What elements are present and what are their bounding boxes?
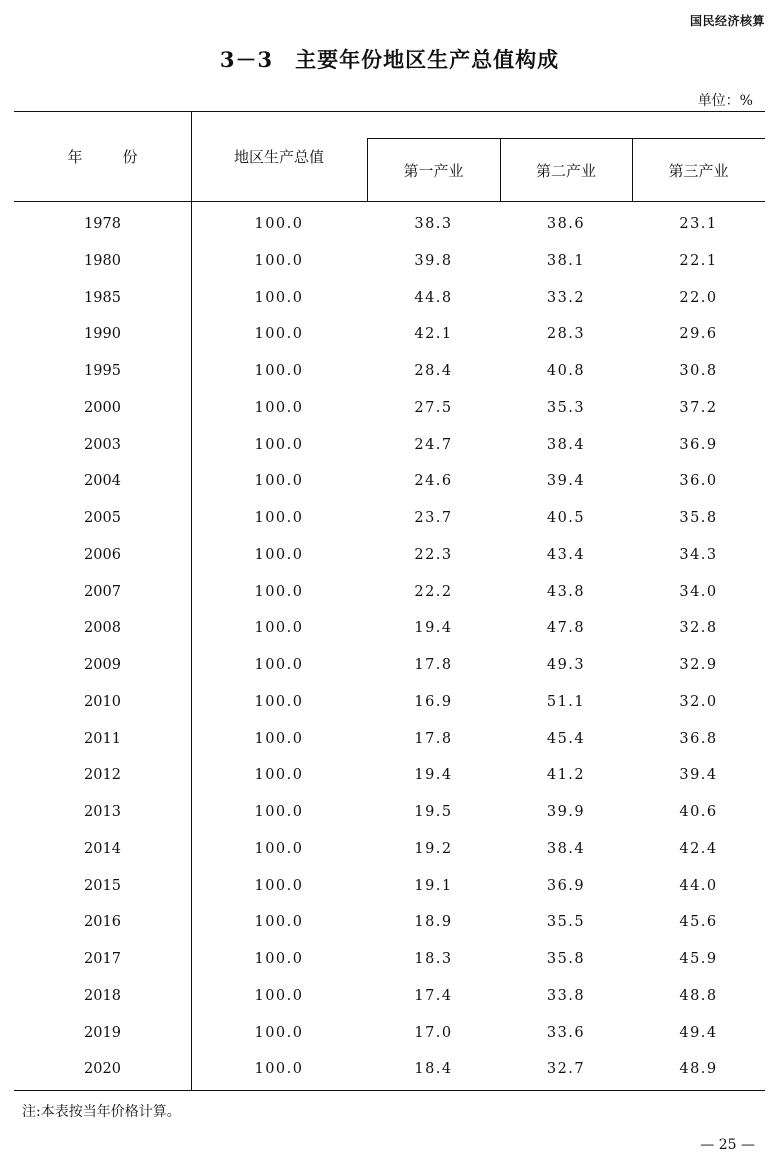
table-row — [14, 905, 765, 942]
cell-total: 100.0 — [254, 473, 304, 490]
cell-year: 1995 — [84, 363, 121, 379]
cell-tertiary: 49.4 — [679, 1024, 718, 1041]
cell-secondary: 38.4 — [546, 436, 586, 453]
table-row — [14, 354, 765, 391]
table-row — [14, 317, 765, 354]
cell-total: 100.0 — [254, 546, 304, 563]
cell-tertiary: 34.0 — [679, 583, 718, 600]
cell-total: 100.0 — [254, 620, 304, 637]
cell-tertiary: 36.9 — [679, 436, 718, 453]
cell-year: 2017 — [84, 951, 121, 967]
cell-primary: 44.8 — [414, 289, 453, 306]
header-year-a: 年 — [67, 148, 83, 166]
cell-tertiary: 36.8 — [679, 730, 718, 747]
table-number: 3－3 — [219, 47, 274, 72]
cell-primary: 19.1 — [414, 877, 453, 894]
cell-total: 100.0 — [254, 216, 304, 232]
table-row — [14, 1052, 765, 1089]
cell-year: 2006 — [84, 546, 121, 563]
cell-secondary: 39.4 — [546, 473, 586, 490]
header-total: 地区生产总值 — [233, 148, 324, 166]
cell-secondary: 40.5 — [546, 510, 586, 526]
cell-primary: 24.7 — [414, 436, 453, 453]
cell-total: 100.0 — [254, 914, 304, 931]
cell-total: 100.0 — [254, 840, 304, 857]
cell-total: 100.0 — [254, 583, 304, 600]
cell-year: 2009 — [84, 657, 121, 673]
cell-secondary: 33.6 — [546, 1024, 586, 1041]
table-bottom-rule — [14, 1090, 765, 1091]
cell-secondary: 28.3 — [546, 326, 586, 343]
table-note: 注:本表按当年价格计算。 — [22, 1104, 181, 1120]
cell-primary: 17.4 — [414, 987, 453, 1004]
cell-secondary: 40.8 — [546, 363, 586, 379]
cell-total: 100.0 — [254, 657, 304, 673]
table-row — [14, 979, 765, 1016]
cell-total: 100.0 — [254, 326, 304, 343]
table-row — [14, 611, 765, 648]
cell-secondary: 35.8 — [546, 951, 586, 967]
cell-primary: 19.5 — [414, 804, 453, 820]
cell-primary: 19.2 — [414, 840, 453, 857]
cell-tertiary: 37.2 — [679, 399, 718, 416]
header-bottom-rule — [14, 201, 765, 202]
cell-tertiary: 40.6 — [679, 804, 718, 820]
cell-total: 100.0 — [254, 289, 304, 306]
cell-total: 100.0 — [254, 1024, 304, 1041]
cell-tertiary: 32.8 — [679, 620, 718, 637]
table-row — [14, 281, 765, 318]
cell-tertiary: 32.9 — [679, 657, 718, 673]
cell-year: 2014 — [84, 840, 121, 857]
cell-tertiary: 23.1 — [679, 216, 718, 232]
cell-secondary: 41.2 — [546, 767, 586, 784]
cell-secondary: 47.8 — [546, 620, 586, 637]
cell-tertiary: 42.4 — [679, 840, 718, 857]
cell-year: 2013 — [84, 804, 121, 820]
cell-year: 2008 — [84, 620, 121, 637]
cell-year: 1980 — [84, 252, 121, 269]
cell-primary: 38.3 — [414, 216, 453, 232]
cell-year: 2004 — [84, 473, 121, 490]
cell-secondary: 51.1 — [546, 693, 586, 710]
table-title — [0, 44, 779, 74]
cell-total: 100.0 — [254, 363, 304, 379]
cell-total: 100.0 — [254, 1061, 304, 1078]
table-row — [14, 648, 765, 685]
cell-tertiary: 48.8 — [679, 987, 718, 1004]
cell-tertiary: 32.0 — [679, 693, 718, 710]
cell-secondary: 49.3 — [546, 657, 586, 673]
header-secondary: 第二产业 — [535, 162, 596, 180]
cell-primary: 17.8 — [414, 657, 453, 673]
header-tertiary: 第三产业 — [668, 162, 729, 180]
cell-year: 1985 — [84, 289, 121, 306]
cell-tertiary: 39.4 — [679, 767, 718, 784]
cell-total: 100.0 — [254, 951, 304, 967]
table-row — [14, 869, 765, 906]
table-row — [14, 575, 765, 612]
unit-label: 单位：% — [697, 93, 753, 109]
cell-year: 2003 — [84, 436, 121, 453]
cell-secondary: 45.4 — [546, 730, 586, 747]
header-sub-rule — [367, 138, 765, 139]
cell-tertiary: 35.8 — [679, 510, 718, 526]
cell-primary: 22.3 — [414, 546, 453, 563]
table-row — [14, 244, 765, 281]
table-row — [14, 685, 765, 722]
cell-secondary: 43.4 — [546, 546, 586, 563]
cell-total: 100.0 — [254, 730, 304, 747]
cell-primary: 17.8 — [414, 730, 453, 747]
cell-secondary: 36.9 — [546, 877, 586, 894]
cell-primary: 28.4 — [414, 363, 453, 379]
cell-year: 2015 — [84, 877, 121, 894]
cell-total: 100.0 — [254, 399, 304, 416]
cell-secondary: 35.3 — [546, 399, 586, 416]
cell-secondary: 32.7 — [546, 1061, 586, 1078]
table-title-text: 主要年份地区生产总值构成 — [295, 47, 560, 72]
table-row — [14, 207, 765, 244]
cell-secondary: 35.5 — [546, 914, 586, 931]
cell-primary: 17.0 — [414, 1024, 453, 1041]
cell-year: 2016 — [84, 914, 121, 931]
cell-tertiary: 45.6 — [679, 914, 718, 931]
cell-primary: 16.9 — [414, 693, 453, 710]
cell-total: 100.0 — [254, 693, 304, 710]
cell-primary: 39.8 — [414, 252, 453, 269]
cell-year: 2000 — [84, 399, 121, 416]
table-row — [14, 428, 765, 465]
cell-year: 2018 — [84, 987, 121, 1004]
table-row — [14, 795, 765, 832]
page-number: — 25 — — [700, 1137, 755, 1153]
cell-primary: 18.9 — [414, 914, 453, 931]
cell-primary: 19.4 — [414, 620, 453, 637]
cell-total: 100.0 — [254, 767, 304, 784]
cell-year: 1990 — [84, 326, 121, 343]
cell-total: 100.0 — [254, 252, 304, 269]
table-top-rule — [14, 111, 765, 112]
cell-year: 2020 — [84, 1061, 121, 1078]
cell-tertiary: 30.8 — [679, 363, 718, 379]
cell-secondary: 38.1 — [546, 252, 586, 269]
cell-total: 100.0 — [254, 877, 304, 894]
cell-total: 100.0 — [254, 987, 304, 1004]
cell-secondary: 33.2 — [546, 289, 586, 306]
cell-primary: 27.5 — [414, 399, 453, 416]
cell-tertiary: 34.3 — [679, 546, 718, 563]
table-body — [14, 207, 765, 1089]
cell-secondary: 39.9 — [546, 804, 586, 820]
cell-tertiary: 44.0 — [679, 877, 718, 894]
cell-secondary: 38.6 — [546, 216, 586, 232]
cell-tertiary: 45.9 — [679, 951, 718, 967]
table-row — [14, 538, 765, 575]
cell-year: 2011 — [84, 730, 121, 747]
cell-tertiary: 48.9 — [679, 1061, 718, 1078]
cell-year: 2007 — [84, 583, 121, 600]
cell-total: 100.0 — [254, 436, 304, 453]
cell-total: 100.0 — [254, 510, 304, 526]
table-row — [14, 1016, 765, 1053]
cell-primary: 24.6 — [414, 473, 453, 490]
section-header: 国民经济核算 — [689, 14, 765, 28]
header-year-b: 份 — [122, 148, 138, 166]
table-row — [14, 832, 765, 869]
cell-tertiary: 36.0 — [679, 473, 718, 490]
table-row — [14, 391, 765, 428]
cell-tertiary: 22.0 — [679, 289, 718, 306]
cell-secondary: 38.4 — [546, 840, 586, 857]
header-year — [14, 146, 191, 167]
cell-primary: 42.1 — [414, 326, 453, 343]
table-row — [14, 758, 765, 795]
cell-year: 2019 — [84, 1024, 121, 1041]
cell-primary: 23.7 — [414, 510, 453, 526]
cell-year: 2005 — [84, 510, 121, 526]
cell-total: 100.0 — [254, 804, 304, 820]
header-primary: 第一产业 — [403, 162, 464, 180]
table-row — [14, 722, 765, 759]
cell-year: 2012 — [84, 767, 121, 784]
cell-year: 2010 — [84, 693, 121, 710]
cell-primary: 22.2 — [414, 583, 453, 600]
table-row — [14, 501, 765, 538]
cell-primary: 18.4 — [414, 1061, 453, 1078]
table-row — [14, 464, 765, 501]
cell-secondary: 33.8 — [546, 987, 586, 1004]
cell-primary: 19.4 — [414, 767, 453, 784]
table-row — [14, 942, 765, 979]
cell-tertiary: 22.1 — [679, 252, 718, 269]
cell-year: 1978 — [84, 216, 121, 232]
cell-secondary: 43.8 — [546, 583, 586, 600]
cell-primary: 18.3 — [414, 951, 453, 967]
cell-tertiary: 29.6 — [679, 326, 718, 343]
